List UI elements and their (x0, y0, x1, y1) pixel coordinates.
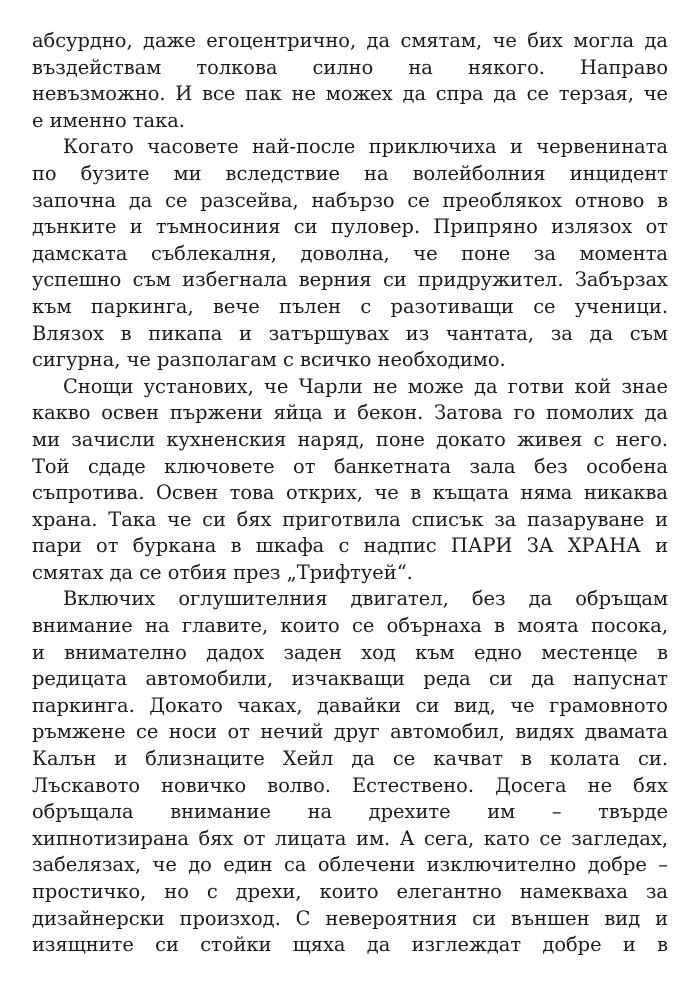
text-line: дизайнерски произход. С невероятния си външен вид и (32, 906, 668, 930)
text-line: Снощи установих, че Чарли не може да готви кой знае (63, 374, 668, 398)
text-line: Влязох в пикапа и затършувах из чантата, за да съм (32, 321, 668, 345)
text-line: е именно така. (32, 108, 185, 132)
text-line: Лъскавото новичко волво. Естествено. Досега не бях (32, 773, 668, 797)
text-line: паркинга. Докато чаках, давайки си вид, че грамовното (32, 693, 668, 717)
text-line: успешно съм избегнала верния си придружител. Забързах (32, 268, 668, 292)
text-line: редицата автомобили, изчакващи реда си да напуснат (32, 667, 668, 691)
text-line: внимание на главите, които се обърнаха в моята посока, (32, 614, 668, 638)
text-line: смятах да се отбия през „Трифтуей“. (32, 560, 413, 584)
text-line: какво освен пържени яйца и бекон. Затова го помолих да (32, 401, 668, 425)
text-line: и внимателно дадох заден ход към едно местенце в (32, 640, 668, 664)
text-line: забелязах, че до един са облечени изключително добре – (32, 853, 668, 877)
text-line: въздействам толкова силно на някого. Направо (32, 55, 668, 79)
paragraph-3 (32, 374, 668, 587)
text-line: ръмжене се носи от нечий друг автомобил, видях двамата (32, 720, 668, 744)
text-line: изящните си стойки щяха да изглеждат добре и в (32, 933, 668, 957)
text-line: обръщала внимание на дрехите им – твърде (32, 800, 668, 824)
text-line: простичко, но с дрехи, които елегантно намекваха за (32, 880, 668, 903)
text-line: невъзможно. И все пак не можех да спра да се терзая, че (32, 82, 668, 106)
text-line: Когато часовете най-после приключиха и червенината (63, 135, 668, 159)
text-line: дънките и тъмносиния си пуловер. Припряно излязох от (32, 215, 668, 239)
paragraph-2 (32, 134, 668, 373)
text-line: храна. Така че си бях приготвила списък за пазаруване и (32, 507, 668, 531)
text-line: започна да се разсейва, набързо се преоблякох отново в (32, 188, 668, 212)
text-line: ми зачисли кухненския наряд, поне докато живея с него. (32, 427, 668, 451)
text-line: дамската съблекалня, доволна, че поне за момента (32, 241, 668, 265)
text-line: Той сдаде ключовете от банкетната зала без особена (32, 454, 668, 478)
paragraph-1 (32, 28, 668, 134)
text-line: към паркинга, вече пълен с разотиващи се ученици. (32, 294, 668, 318)
text-line: абсурдно, даже егоцентрично, да смятам, че бих могла да (32, 29, 668, 52)
book-page (32, 28, 668, 959)
text-line: сигурна, че разполагам с всичко необходимо. (32, 348, 506, 372)
text-line: пари от буркана в шкафа с надпис ПАРИ ЗА ХРАНА и (32, 534, 668, 558)
text-line: по бузите ми вследствие на волейболния инцидент (32, 161, 668, 185)
text-line: Калън и близнаците Хейл да се качват в колата си. (32, 747, 668, 771)
text-line: Включих оглушителния двигател, без да обръщам (63, 587, 668, 611)
paragraph-4 (32, 586, 668, 958)
text-line: съпротива. Освен това открих, че в къщата няма никаква (32, 481, 668, 505)
text-line: хипнотизирана бях от лицата им. А сега, като се загледах, (32, 826, 668, 850)
